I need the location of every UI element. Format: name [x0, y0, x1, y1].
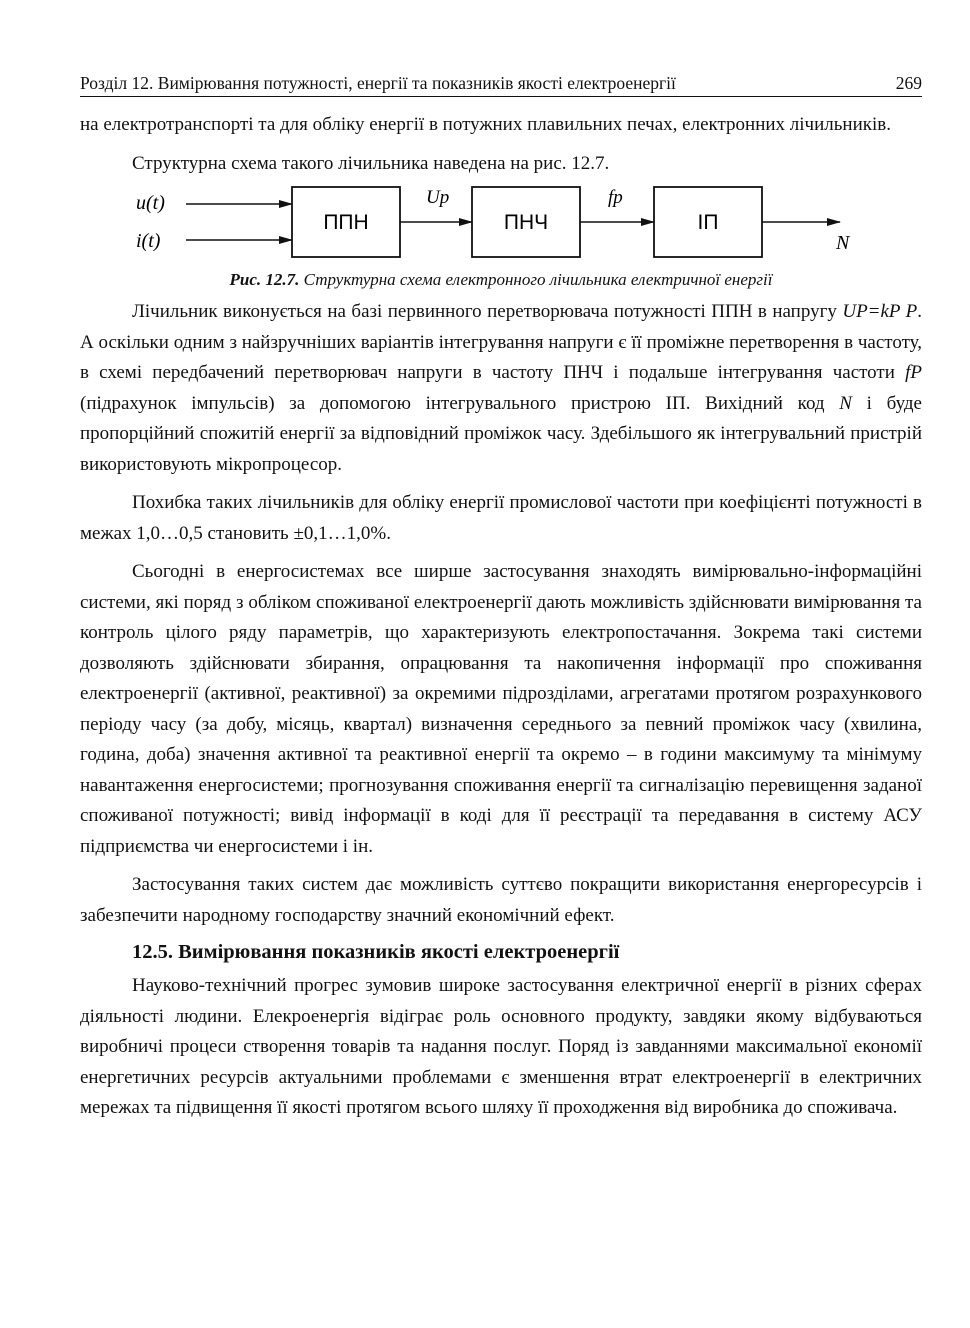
page-header [80, 72, 922, 97]
paragraph: на електротранспорті та для обліку енергії в потужних плавильних печах, електронних лічильників. [80, 114, 891, 135]
input-u-label: u(t) [136, 192, 165, 214]
page-body [80, 110, 922, 1124]
input-i-label: i(t) [136, 230, 161, 252]
paragraph-text: і буде пропорційний спожитій енергії за відповідний проміжок часу. Здебільшого як інтегрувальний пристрій використовують мікропроцесор. [80, 392, 922, 475]
block-diagram [80, 181, 922, 267]
signal-fp-label: fp [608, 187, 623, 208]
block-ip-label: ІП [697, 211, 719, 234]
paragraph: Науково-технічний прогрес зумовив широке застосування електричної енергії в різних сферах діяльності людини. Елекроенергія відіграє роль основного продукту, завдяки якому відбуваються виробничі процеси створення товарів та надання послуг. Поряд із завданнями максимальної економії енергетичних ресурсів актуальними проблемами є зменшення втрат електроенергії в електричних мережах та підвищення її якості протягом всього шляху її проходження від виробника до споживача. [80, 975, 922, 1118]
block-ppn-label: ППН [323, 211, 369, 234]
formula-fp: fP [905, 362, 922, 383]
paragraph: Сьогодні в енергосистемах все ширше застосування знаходять вимірювально-інформаційні системи, які поряд з обліком споживаної електроенергії дають можливість здійснювати вимірювання та контроль цілого ряду параметрів, що характеризують електропостачання. Зокрема такі системи дозволяють здійснювати збирання, опрацювання та накопичення інформації про споживання електроенергії (активної, реактивної) за окремими підрозділами, агрегатами протягом розрахункового періоду часу (за добу, місяць, квартал) визначення середнього за певний проміжок часу (хвилина, година, доба) значення активної та реактивної енергії та окремо – в години максимуму та мінімуму навантаження енергосистеми; прогнозування споживання енергії та сигналізацію перевищення заданої споживаної потужності; вивід інформації в коді для її реєстрації та передавання в систему АСУ підприємства чи енергосистеми і ін. [80, 561, 922, 857]
symbol-n: N [839, 392, 852, 414]
block-pnch-label: ПНЧ [503, 211, 549, 234]
page-number: 269 [895, 73, 922, 93]
signal-up-label: Up [426, 187, 450, 208]
paragraph: Застосування таких систем дає можливість суттєво покращити використання енергоресурсів і забезпечити народному господарству значний економічний ефект. [80, 874, 922, 926]
paragraph: Похибка таких лічильників для обліку енергії промислової частоти при коефіцієнті потужності в межах 1,0…0,5 становить ±0,1…1,0%. [80, 492, 922, 544]
running-title: Розділ 12. Вимірювання потужності, енергії та показників якості електроенергії [80, 73, 676, 93]
paragraph [80, 297, 922, 480]
formula-up: UP=kP P [842, 301, 918, 322]
output-n-label: N [836, 232, 850, 254]
paragraph-text: Лічильник виконується на базі первинного перетворювача потужності ППН в напругу [132, 301, 843, 322]
figure-caption-number: Рис. 12.7. [229, 270, 300, 289]
figure-caption [80, 269, 922, 291]
paragraph: Структурна схема такого лічильника наведена на рис. 12.7. [132, 152, 610, 174]
section-heading: 12.5. Вимірювання показників якості електроенергії [132, 941, 620, 963]
block-diagram-svg [80, 181, 922, 267]
figure-caption-text: Структурна схема електронного лічильника електричної енергії [303, 270, 773, 289]
paragraph-text: (підрахунок імпульсів) за допомогою інтегрувального пристрою ІП. Вихідний код [80, 392, 840, 414]
paragraph-text: . А оскільки одним з найзручніших варіантів інтегрування напруги є її проміжне перетворення в частоту, в схемі передбачений перетворювач напруги в частоту ПНЧ і подальше інтегрування частоти [80, 301, 922, 383]
